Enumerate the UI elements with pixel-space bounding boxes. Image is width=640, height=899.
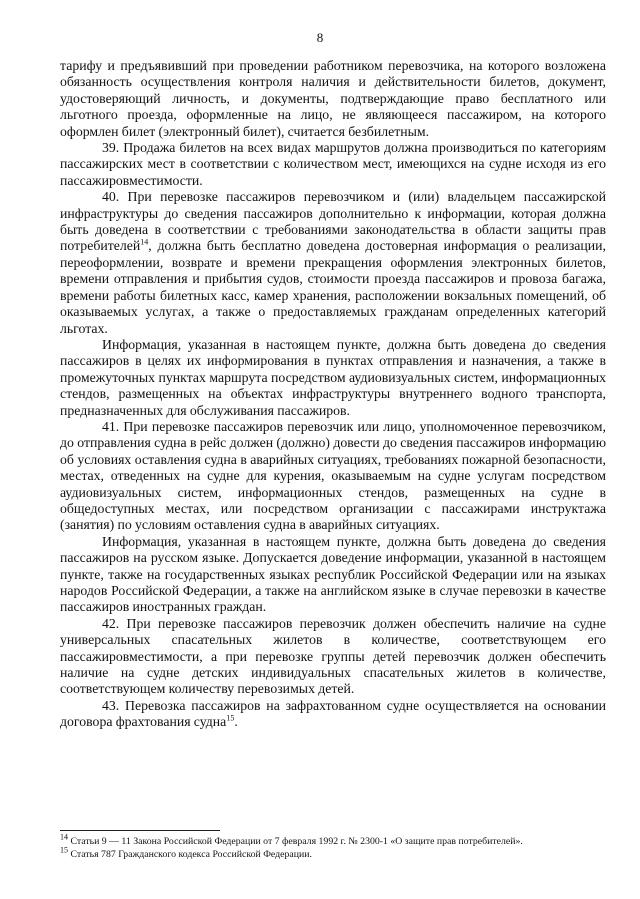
- footnote-ref-14[interactable]: 14: [140, 237, 149, 247]
- footnote-15: [60, 845, 606, 862]
- paragraph-40: [60, 189, 606, 337]
- footnote-divider: [60, 830, 220, 831]
- paragraph-39: 39. Продажа билетов на всех видах маршрутов должна производиться по категориям пассажирских мест в соответствии с количеством мест, имеющихся на судне исходя из его пассажировместимости.: [60, 140, 606, 188]
- paragraph-40-rest: , должна быть бесплатно доведена достоверная информация о реализации, переоформлении, возврате и времени прекращения оформления электронных билетов, времени отправления и прибытия судов, стоимости проезда пассажиров и провоза багажа, времени работы билетных касс, камер хранения, расположении вокзальных помещений, об оказываемых услугах, а также о предоставляемых гражданам определенных категорий льготах.: [60, 238, 606, 336]
- footnote-ref-15[interactable]: 15: [226, 713, 235, 723]
- page-number: 8: [316, 30, 324, 45]
- body-text: [60, 58, 606, 731]
- paragraph-40-info: Информация, указанная в настоящем пункте, должна быть доведена до сведения пассажиров в целях их информирования в пунктах отправления и назначения, а также в промежуточных пунктах маршрута посредством аудиовизуальных систем, информационных стендов, размещенных на объектах инфраструктуры внутреннего водного транспорта, предназначенных для обслуживания пассажиров.: [60, 336, 606, 418]
- paragraph-42: 42. При перевозке пассажиров перевозчик должен обеспечить наличие на судне универсальных спасательных жилетов в количестве, соответствующем его пассажировместимости, а при перевозке группы детей перевозчик должен обеспечить наличие на судне детских индивидуальных спасательных жилетов в количестве, соответствующем количеству перевозимых детей.: [60, 615, 606, 697]
- footnote-14: [60, 832, 606, 849]
- paragraph-43-text: 43. Перевозка пассажиров на зафрахтованном судне осуществляется на основании договора фрахтования судна: [60, 697, 606, 730]
- footnote-marker: 15: [60, 845, 68, 855]
- paragraph-40-start: 40. При перевозке пассажиров перевозчиком и (или) владельцем пассажирской инфраструктуры до сведения пассажиров дополнительно к информации, которая должна быть доведена в соответствии с требованиями законодательства в области защиты прав потребителей: [60, 189, 606, 254]
- paragraph-continuation: тарифу и предъявивший при проведении работником перевозчика, на которого возложена обязанность осуществления контроля наличия и действительности билетов, документ, удостоверяющий личность, и документы, подтверждающие право бесплатного или льготного проезда, оформленные на лицо, не являющееся пассажиром, на которого оформлен билет (электронный билет), считается безбилетным.: [60, 58, 606, 139]
- paragraph-43-end: .: [234, 714, 238, 730]
- footnotes: [60, 832, 606, 861]
- paragraph-43: [60, 698, 606, 731]
- footnote-text: Статья 787 Гражданского кодекса Российской Федерации.: [68, 848, 312, 860]
- footnote-marker: 14: [60, 832, 68, 842]
- paragraph-41: 41. При перевозке пассажиров перевозчик или лицо, уполномоченное перевозчиком, до отправления судна в рейс должен (должно) довести до сведения пассажиров информацию об условиях оставления судна в аварийных ситуациях, требованиях пожарной безопасности, местах, отведенных на судне для курения, оказываемым на судне услугам посредством аудиовизуальных систем, информационных стендов, размещенных на судне в общедоступных местах, или посредством организации с пассажирами инструктажа (занятия) по условиям оставления судна в аварийных ситуациях.: [60, 418, 606, 533]
- paragraph-41-info: Информация, указанная в настоящем пункте, должна быть доведена до сведения пассажиров на русском языке. Допускается доведение информации, указанной в настоящем пункте, также на государственных языках республик Российской Федерации или на языках народов Российской Федерации, а также на английском языке в случае перевозки в качестве пассажиров иностранных граждан.: [60, 533, 606, 615]
- footnote-text: Статьи 9 — 11 Закона Российской Федерации от 7 февраля 1992 г. № 2300-1 «О защите прав потребителей».: [68, 836, 523, 847]
